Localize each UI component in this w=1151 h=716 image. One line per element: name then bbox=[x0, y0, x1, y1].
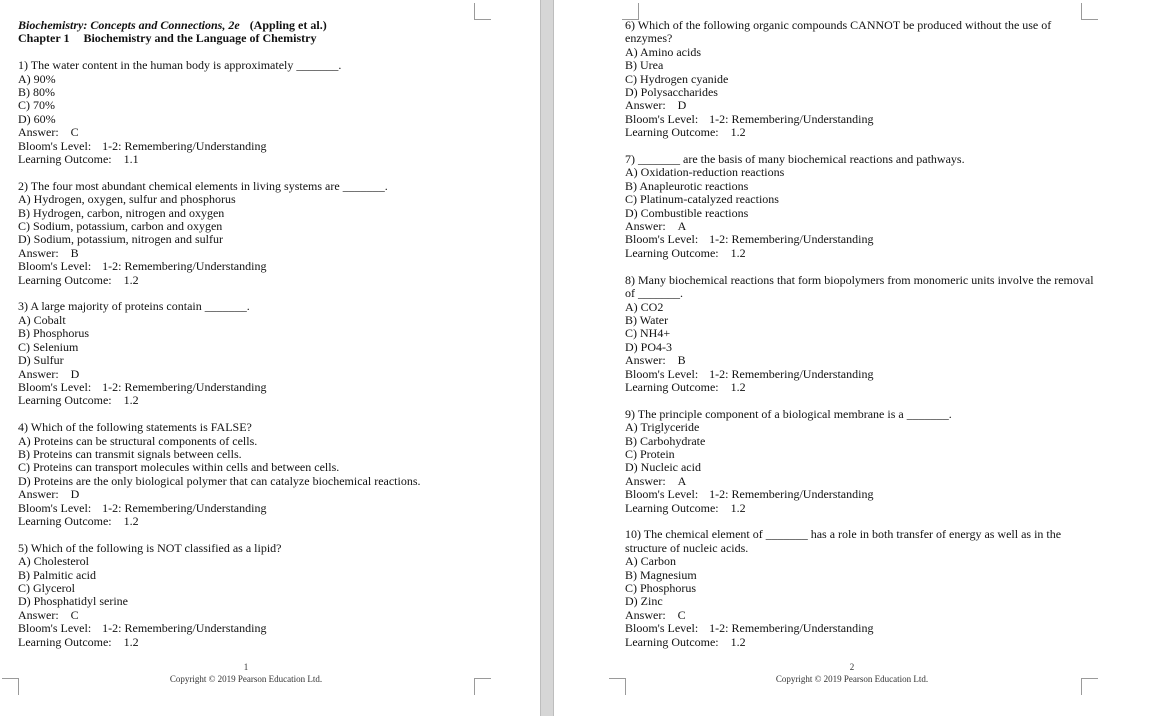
blooms-level-label: Bloom's Level: bbox=[18, 138, 92, 153]
crop-mark-bottom-left bbox=[2, 678, 19, 695]
blooms-level-value: 1-2: Remembering/Understanding bbox=[102, 379, 267, 394]
answer-line bbox=[625, 99, 1095, 112]
answer-option: D) Nucleic acid bbox=[625, 460, 701, 475]
page-footer-2 bbox=[702, 661, 1002, 685]
answer-option: C) Glycerol bbox=[18, 580, 75, 595]
answer-line bbox=[625, 475, 1095, 488]
copyright-notice: Copyright © 2019 Pearson Education Ltd. bbox=[169, 674, 323, 684]
answer-option: C) Sodium, potassium, carbon and oxygen bbox=[18, 219, 223, 234]
page-1-content bbox=[18, 19, 478, 649]
blooms-level-label: Bloom's Level: bbox=[18, 259, 92, 274]
blooms-level-label: Bloom's Level: bbox=[625, 487, 699, 502]
learning-outcome-line bbox=[18, 515, 478, 528]
answer-option: A) Triglyceride bbox=[625, 420, 700, 435]
blooms-level-value: 1-2: Remembering/Understanding bbox=[709, 232, 874, 247]
question-stem: 9) The principle component of a biological membrane is a _______. bbox=[625, 406, 952, 421]
answer-option: B) Phosphorus bbox=[18, 326, 90, 341]
question-list-page-1 bbox=[18, 59, 478, 649]
answer-label: Answer: bbox=[18, 125, 59, 140]
answer-option: D) Sodium, potassium, nitrogen and sulfur bbox=[18, 232, 223, 247]
blooms-level-line bbox=[625, 488, 1095, 501]
page-2-content bbox=[625, 19, 1095, 649]
learning-outcome-line bbox=[625, 247, 1095, 260]
answer-label: Answer: bbox=[18, 366, 59, 381]
learning-outcome-value: 1.2 bbox=[730, 379, 746, 394]
learning-outcome-line bbox=[18, 153, 478, 166]
blooms-level-value: 1-2: Remembering/Understanding bbox=[709, 366, 874, 381]
document-page-1 bbox=[0, 0, 540, 716]
learning-outcome-line bbox=[18, 394, 478, 407]
answer-option: A) Oxidation-reduction reactions bbox=[625, 165, 785, 180]
learning-outcome-line bbox=[625, 381, 1095, 394]
blooms-level-line bbox=[625, 622, 1095, 635]
learning-outcome-label: Learning Outcome: bbox=[18, 152, 112, 167]
answer-line bbox=[625, 354, 1095, 367]
learning-outcome-value: 1.2 bbox=[123, 634, 139, 649]
question-stem: 6) Which of the following organic compounds CANNOT be produced without the use of enzymes? bbox=[625, 18, 1052, 46]
question-stem: 5) Which of the following is NOT classified as a lipid? bbox=[18, 540, 282, 555]
answer-option: D) Combustible reactions bbox=[625, 205, 749, 220]
crop-mark-top-right bbox=[1081, 3, 1098, 20]
blooms-level-line bbox=[18, 622, 478, 635]
blooms-level-value: 1-2: Remembering/Understanding bbox=[709, 487, 874, 502]
answer-value: A bbox=[677, 473, 687, 488]
answer-value: D bbox=[677, 98, 687, 113]
learning-outcome-value: 1.2 bbox=[730, 500, 746, 515]
answer-option: B) Hydrogen, carbon, nitrogen and oxygen bbox=[18, 205, 225, 220]
answer-option: B) Magnesium bbox=[625, 567, 697, 582]
answer-option: C) Proteins can transport molecules within cells and between cells. bbox=[18, 460, 340, 475]
answer-line bbox=[18, 247, 478, 260]
learning-outcome-line bbox=[625, 636, 1095, 649]
question-block bbox=[625, 153, 1095, 260]
learning-outcome-line bbox=[18, 274, 478, 287]
learning-outcome-value: 1.2 bbox=[730, 125, 746, 140]
answer-value: C bbox=[70, 125, 79, 140]
learning-outcome-value: 1.1 bbox=[123, 152, 139, 167]
answer-line bbox=[18, 609, 478, 622]
learning-outcome-value: 1.2 bbox=[730, 245, 746, 260]
answer-option: D) Zinc bbox=[625, 594, 663, 609]
book-authors: (Appling et al.) bbox=[249, 18, 327, 32]
blooms-level-value: 1-2: Remembering/Understanding bbox=[102, 259, 267, 274]
answer-option: D) Proteins are the only biological polymer that can catalyze biochemical reactions. bbox=[18, 473, 421, 488]
learning-outcome-label: Learning Outcome: bbox=[625, 125, 719, 140]
book-title: Biochemistry: Concepts and Connections, 2e bbox=[18, 18, 240, 32]
blooms-level-line bbox=[625, 233, 1095, 246]
page-number: 1 bbox=[243, 662, 249, 672]
answer-option: C) Hydrogen cyanide bbox=[625, 71, 729, 86]
answer-option: B) Water bbox=[625, 312, 669, 327]
page-gutter bbox=[540, 0, 554, 716]
learning-outcome-value: 1.2 bbox=[123, 393, 139, 408]
crop-mark-top-right bbox=[474, 3, 491, 20]
question-block bbox=[625, 528, 1095, 649]
blooms-level-label: Bloom's Level: bbox=[18, 500, 92, 515]
question-stem: 10) The chemical element of _______ has a role in both transfer of energy as well as in the structure of nucleic acids. bbox=[625, 527, 1062, 555]
answer-option: D) 60% bbox=[18, 111, 56, 126]
page-footer-1 bbox=[96, 661, 396, 685]
blooms-level-value: 1-2: Remembering/Understanding bbox=[709, 111, 874, 126]
learning-outcome-label: Learning Outcome: bbox=[18, 272, 112, 287]
answer-option: C) Phosphorus bbox=[625, 581, 697, 595]
answer-value: D bbox=[70, 487, 80, 502]
learning-outcome-label: Learning Outcome: bbox=[625, 634, 719, 649]
answer-label: Answer: bbox=[625, 353, 666, 368]
question-list-page-2 bbox=[625, 19, 1095, 649]
answer-option: D) PO4-3 bbox=[625, 339, 672, 354]
blooms-level-label: Bloom's Level: bbox=[625, 111, 699, 126]
answer-value: D bbox=[70, 366, 80, 381]
answer-line bbox=[18, 488, 478, 501]
learning-outcome-line bbox=[18, 636, 478, 649]
answer-label: Answer: bbox=[625, 607, 666, 622]
answer-option: A) Hydrogen, oxygen, sulfur and phosphorus bbox=[18, 192, 236, 207]
answer-option: B) Carbohydrate bbox=[625, 433, 706, 448]
answer-option: D) Sulfur bbox=[18, 353, 64, 368]
answer-option: A) Cobalt bbox=[18, 312, 66, 327]
answer-label: Answer: bbox=[625, 98, 666, 113]
blooms-level-line bbox=[18, 381, 478, 394]
answer-value: A bbox=[677, 219, 687, 234]
answer-option: A) Proteins can be structural components of cells. bbox=[18, 433, 258, 448]
blooms-level-label: Bloom's Level: bbox=[625, 366, 699, 381]
answer-option: C) Selenium bbox=[18, 339, 79, 354]
blooms-level-line bbox=[18, 260, 478, 273]
question-stem: 2) The four most abundant chemical elements in living systems are _______. bbox=[18, 178, 388, 193]
answer-value: B bbox=[70, 245, 79, 260]
answer-option: C) Platinum-catalyzed reactions bbox=[625, 192, 779, 207]
answer-value: C bbox=[677, 607, 686, 622]
document-header bbox=[18, 19, 478, 46]
answer-option: B) Proteins can transmit signals between cells. bbox=[18, 446, 242, 461]
answer-option: C) 70% bbox=[18, 98, 55, 113]
chapter-number: Chapter 1 bbox=[18, 31, 70, 46]
blooms-level-line bbox=[625, 368, 1095, 381]
document-page-2 bbox=[554, 0, 1151, 716]
blooms-level-value: 1-2: Remembering/Understanding bbox=[102, 500, 267, 515]
blooms-level-label: Bloom's Level: bbox=[625, 232, 699, 247]
blooms-level-label: Bloom's Level: bbox=[18, 379, 92, 394]
answer-label: Answer: bbox=[625, 473, 666, 488]
crop-mark-bottom-right bbox=[474, 678, 491, 695]
learning-outcome-label: Learning Outcome: bbox=[625, 379, 719, 394]
learning-outcome-value: 1.2 bbox=[730, 634, 746, 649]
answer-line bbox=[625, 609, 1095, 622]
answer-option: D) Phosphatidyl serine bbox=[18, 594, 128, 609]
blooms-level-line bbox=[625, 113, 1095, 126]
copyright-notice: Copyright © 2019 Pearson Education Ltd. bbox=[775, 674, 929, 684]
page-number: 2 bbox=[849, 662, 855, 672]
answer-option: B) Palmitic acid bbox=[18, 567, 96, 582]
blooms-level-label: Bloom's Level: bbox=[18, 621, 92, 636]
learning-outcome-line bbox=[625, 126, 1095, 139]
crop-mark-bottom-left bbox=[609, 678, 626, 695]
question-stem: 4) Which of the following statements is FALSE? bbox=[18, 420, 252, 435]
question-block bbox=[18, 542, 478, 649]
blooms-level-value: 1-2: Remembering/Understanding bbox=[102, 621, 267, 636]
learning-outcome-label: Learning Outcome: bbox=[18, 513, 112, 528]
answer-option: B) 80% bbox=[18, 85, 55, 100]
answer-option: B) Anapleurotic reactions bbox=[625, 178, 749, 193]
learning-outcome-label: Learning Outcome: bbox=[18, 634, 112, 649]
answer-option: A) Cholesterol bbox=[18, 554, 89, 569]
question-block bbox=[625, 19, 1095, 140]
learning-outcome-line bbox=[625, 502, 1095, 515]
answer-label: Answer: bbox=[18, 487, 59, 502]
question-stem: 7) _______ are the basis of many biochemical reactions and pathways. bbox=[625, 152, 965, 167]
crop-mark-bottom-right bbox=[1081, 678, 1098, 695]
question-block bbox=[18, 421, 478, 528]
answer-label: Answer: bbox=[625, 219, 666, 234]
answer-value: C bbox=[70, 607, 79, 622]
learning-outcome-label: Learning Outcome: bbox=[18, 393, 112, 408]
learning-outcome-value: 1.2 bbox=[123, 513, 139, 528]
answer-label: Answer: bbox=[18, 245, 59, 260]
blooms-level-value: 1-2: Remembering/Understanding bbox=[709, 621, 874, 636]
question-stem: 8) Many biochemical reactions that form biopolymers from monomeric units involve the removal of _______. bbox=[625, 272, 1094, 301]
learning-outcome-value: 1.2 bbox=[123, 272, 139, 287]
answer-option: A) Amino acids bbox=[625, 44, 701, 59]
answer-line bbox=[18, 126, 478, 139]
answer-value: B bbox=[677, 353, 686, 368]
question-block bbox=[18, 180, 478, 287]
answer-line bbox=[18, 368, 478, 381]
blooms-level-value: 1-2: Remembering/Understanding bbox=[102, 138, 267, 153]
question-block bbox=[18, 300, 478, 407]
question-block bbox=[625, 408, 1095, 515]
learning-outcome-label: Learning Outcome: bbox=[625, 245, 719, 260]
answer-option: C) Protein bbox=[625, 446, 675, 461]
answer-option: D) Polysaccharides bbox=[625, 85, 718, 100]
question-block bbox=[18, 59, 478, 166]
blooms-level-label: Bloom's Level: bbox=[625, 621, 699, 636]
chapter-title: Biochemistry and the Language of Chemistry bbox=[83, 31, 317, 46]
question-stem: 1) The water content in the human body is approximately _______. bbox=[18, 58, 342, 73]
answer-option: C) NH4+ bbox=[625, 326, 671, 341]
blooms-level-line bbox=[18, 502, 478, 515]
answer-option: A) 90% bbox=[18, 71, 56, 86]
learning-outcome-label: Learning Outcome: bbox=[625, 500, 719, 515]
blooms-level-line bbox=[18, 140, 478, 153]
question-block bbox=[625, 274, 1095, 395]
answer-label: Answer: bbox=[18, 607, 59, 622]
answer-option: A) Carbon bbox=[625, 554, 676, 569]
answer-option: B) Urea bbox=[625, 58, 664, 73]
answer-option: A) CO2 bbox=[625, 299, 664, 314]
answer-line bbox=[625, 220, 1095, 233]
question-stem: 3) A large majority of proteins contain _______. bbox=[18, 299, 250, 314]
